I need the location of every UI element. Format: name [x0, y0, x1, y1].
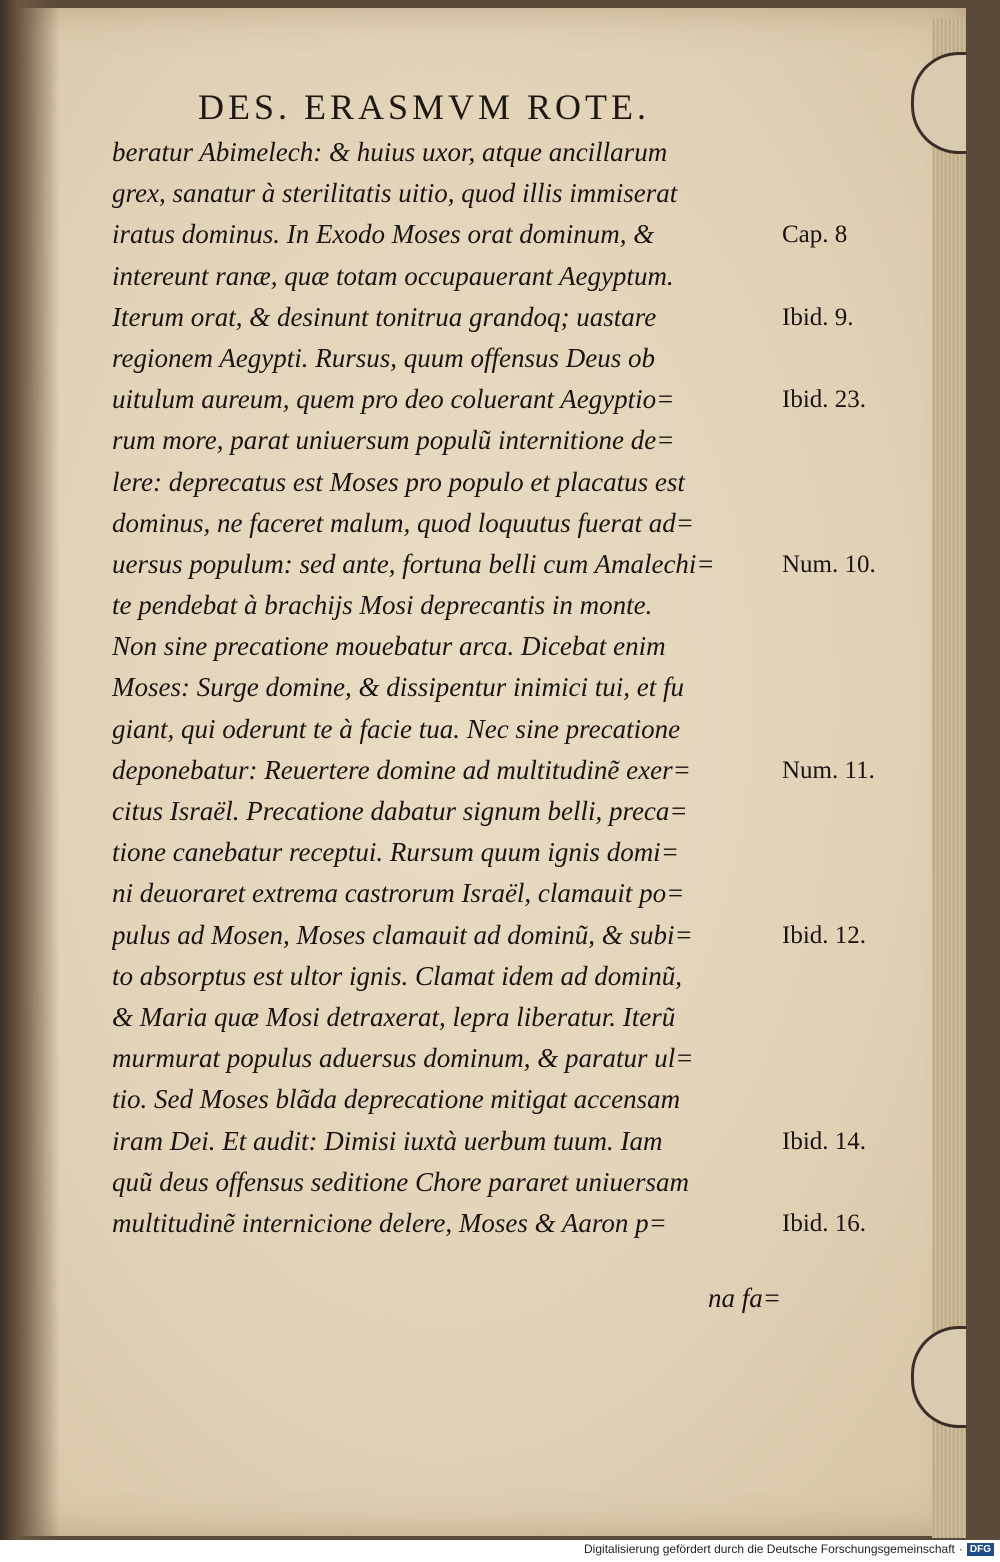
text-line: iram Dei. Et audit: Dimisi iuxtà uerbum tuum. Iam	[112, 1125, 663, 1156]
footer-credit: Digitalisierung gefördert durch die Deutsche Forschungsgemeinschaft · DFG	[584, 1542, 994, 1556]
margin-note	[782, 420, 912, 461]
page-edges	[932, 18, 966, 1538]
margin-note	[782, 338, 912, 379]
text-line: regionem Aegypti. Rursus, quum offensus Deus ob	[112, 342, 655, 373]
dfg-logo: DFG	[967, 1543, 994, 1556]
margin-note: Ibid. 14.	[782, 1127, 867, 1155]
margin-note	[782, 1079, 912, 1120]
text-line: intereunt ranæ, quæ totam occupauerant Aegyptum.	[112, 260, 674, 291]
text-line: & Maria quæ Mosi detraxerat, lepra liberatur. Iterũ	[112, 1001, 676, 1032]
text-line: multitudinẽ internicione delere, Moses & Aaron p=	[112, 1207, 667, 1238]
margin-note	[782, 709, 912, 750]
margin-note	[782, 1038, 912, 1079]
footer-text: Digitalisierung gefördert durch die Deutsche Forschungsgemeinschaft	[584, 1542, 955, 1556]
text-line: uitulum aureum, quem pro deo coluerant Aegyptio=	[112, 384, 675, 415]
text-line: quũ deus offensus seditione Chore pararet uniuersam	[112, 1166, 689, 1197]
margin-note	[782, 791, 912, 832]
text-line: Iterum orat, & desinunt tonitrua grandoq; uastare	[112, 301, 657, 332]
margin-note	[782, 585, 912, 626]
margin-note	[782, 956, 912, 997]
margin-note	[782, 462, 912, 503]
body-text	[112, 132, 792, 1244]
text-line: citus Israël. Precatione dabatur signum belli, preca=	[112, 796, 688, 826]
text-line: beratur Abimelech: & huius uxor, atque ancillarum	[112, 137, 668, 167]
text-line: tione canebatur receptui. Rursum quum ignis domi=	[112, 837, 679, 868]
text-line: te pendebat à brachijs Mosi deprecantis in monte.	[112, 590, 653, 621]
text-line: murmurat populus aduersus dominum, & paratur ul=	[112, 1043, 694, 1074]
clasp-tab-bottom	[911, 1326, 966, 1428]
running-header: DES. ERASMVM ROTE.	[198, 87, 651, 127]
text-line: ni deuoraret extrema castrorum Israël, clamauit po=	[112, 878, 685, 909]
margin-note: Ibid. 12.	[782, 921, 867, 949]
margin-note	[782, 1162, 912, 1203]
text-line: uersus populum: sed ante, fortuna belli cum Amalechi=	[112, 548, 715, 579]
margin-note: Ibid. 16.	[782, 1209, 867, 1237]
catchword: na fa=	[708, 1283, 781, 1313]
text-line: Moses: Surge domine, & dissipentur inimici tui, et fu	[112, 672, 684, 703]
clasp-tab-top	[911, 52, 966, 154]
margin-notes	[782, 132, 912, 1244]
margin-note	[782, 832, 912, 873]
text-line: Non sine precatione mouebatur arca. Dicebat enim	[112, 631, 666, 662]
margin-note	[782, 132, 912, 173]
text-line: tio. Sed Moses blãda deprecatione mitigat accensam	[112, 1084, 681, 1115]
margin-note: Num. 11.	[782, 756, 875, 784]
text-line: grex, sanatur à sterilitatis uitio, quod illis immiserat	[112, 178, 678, 209]
margin-note	[782, 997, 912, 1038]
margin-note: Num. 10.	[782, 550, 876, 578]
margin-note: Ibid. 23.	[782, 386, 867, 414]
binding-gutter	[0, 0, 60, 1540]
margin-note	[782, 873, 912, 914]
margin-note: Cap. 8	[782, 221, 848, 249]
text-line: to absorptus est ultor ignis. Clamat idem ad dominũ,	[112, 960, 683, 991]
margin-note	[782, 667, 912, 708]
margin-note: Ibid. 9.	[782, 303, 854, 331]
margin-note	[782, 503, 912, 544]
text-line: iratus dominus. In Exodo Moses orat dominum, &	[112, 219, 655, 250]
margin-note	[782, 626, 912, 667]
text-line: lere: deprecatus est Moses pro populo et placatus est	[112, 466, 685, 497]
text-line: giant, qui oderunt te à facie tua. Nec sine precatione	[112, 713, 681, 744]
text-line: dominus, ne faceret malum, quod loquutus fuerat ad=	[112, 507, 694, 538]
margin-note	[782, 256, 912, 297]
text-line: rum more, parat uniuersum populũ internitione de=	[112, 425, 675, 456]
margin-note	[782, 173, 912, 214]
text-line: pulus ad Mosen, Moses clamauit ad dominũ, & subi=	[112, 919, 693, 950]
text-line: deponebatur: Reuertere domine ad multitudinẽ exer=	[112, 754, 691, 785]
